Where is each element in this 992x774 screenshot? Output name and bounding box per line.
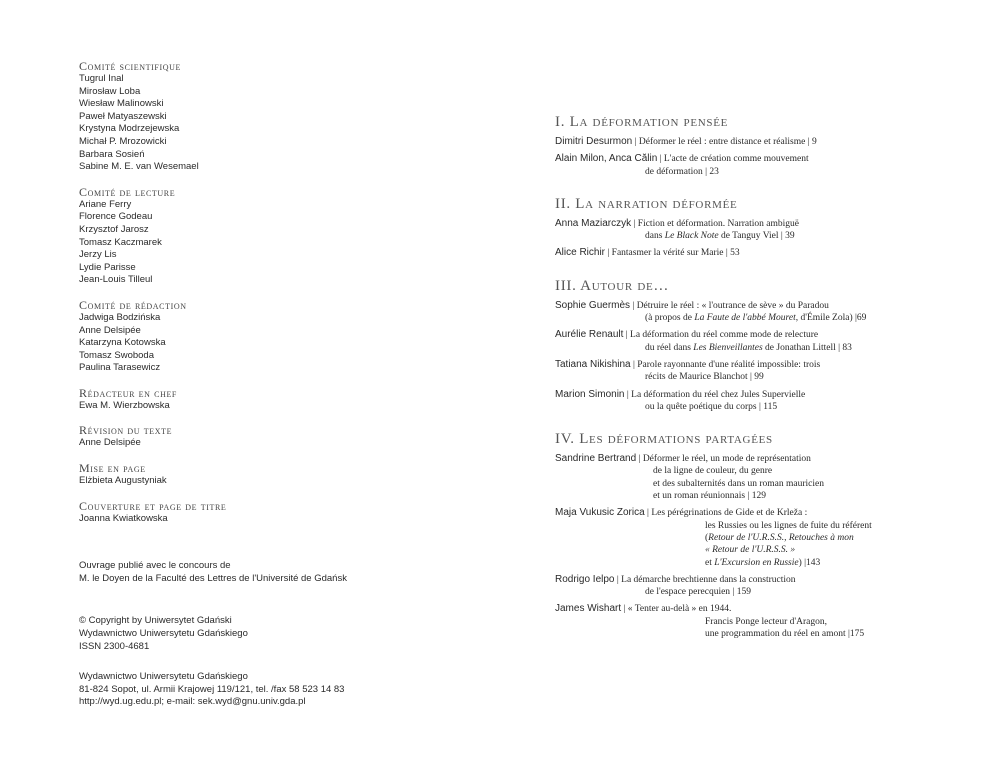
entry-title: | Déformer le réel : entre distance et réalisme | 9	[632, 137, 817, 147]
entry-first-line	[555, 218, 935, 230]
entry-continuation: et un roman réunionnais | 129	[653, 491, 766, 502]
entry-first-line	[555, 300, 935, 312]
editorial-committees	[79, 60, 469, 525]
entry-title: | Détruire le réel : « l'outrance de sève » du Paradou	[630, 300, 829, 311]
entry-author: Maja Vukusic Zorica	[555, 507, 645, 519]
member-name: Jean-Louis Tilleul	[79, 274, 153, 286]
part-title: IV. Les déformations partagées	[555, 431, 773, 448]
toc-entry	[555, 453, 935, 502]
committee-title: Comité de rédaction	[79, 297, 187, 312]
committee-members	[79, 475, 469, 488]
copyright-line: © Copyright by Uniwersytet Gdański	[79, 615, 232, 627]
entry-first-line	[555, 389, 935, 401]
entry-continuation: (à propos de La Faute de l'abbé Mouret, d'Émile Zola) |69	[645, 313, 867, 324]
toc-entry	[555, 300, 935, 325]
entry-title: | Parole rayonnante d'une réalité impossible: trois	[630, 359, 821, 370]
entry-continuation: récits de Maurice Blanchot | 99	[645, 372, 764, 383]
entry-title: | Déformer le réel, un mode de représentation	[636, 454, 811, 465]
entry-first-line	[555, 153, 935, 165]
entry-title: | Fiction et déformation. Narration ambiguë	[631, 218, 799, 229]
publisher-address	[79, 671, 469, 709]
colophon	[79, 60, 469, 709]
entry-author: Tatiana Nikishina	[555, 358, 631, 370]
entry-continuation: les Russies ou les lignes de fuite du référent	[705, 520, 872, 531]
part-spacer	[555, 413, 935, 431]
committee-members	[79, 400, 469, 413]
toc-entry	[555, 153, 935, 178]
committee-title: Comité scientifique	[79, 59, 181, 73]
entry-first-line	[555, 507, 935, 519]
publication-note	[79, 560, 469, 585]
entry-title: | « Tenter au-delà » en 1944.	[621, 604, 732, 615]
member-name: Tomasz Kaczmarek	[79, 236, 162, 248]
entry-author: Aurélie Renault	[555, 329, 624, 341]
committee-members	[79, 199, 469, 287]
toc-entry	[555, 507, 935, 568]
entry-continuation: et L'Excursion en Russie) |143	[705, 557, 821, 568]
entry-first-line	[555, 247, 935, 259]
entry-first-line	[555, 329, 935, 341]
toc-entry	[555, 247, 935, 259]
entry-title: | La déformation du réel chez Jules Supervielle	[624, 389, 806, 400]
part-spacer	[555, 260, 935, 278]
address-line: Wydawnictwo Uniwersytetu Gdańskiego	[79, 671, 248, 683]
entry-first-line	[555, 359, 935, 371]
entry-continuation: et des subalternités dans un roman mauricien	[653, 478, 824, 489]
toc-entry	[555, 218, 935, 243]
member-name: Paweł Matyaszewski	[79, 110, 167, 122]
entry-title: | Fantasmer la vérité sur Marie | 53	[605, 248, 740, 259]
address-line: http://wyd.ug.edu.pl; e-mail: sek.wyd@gnu.univ.gda.pl	[79, 696, 306, 708]
entry-first-line	[555, 136, 935, 148]
entry-first-line	[555, 574, 935, 586]
entry-author: Rodrigo Ielpo	[555, 573, 615, 585]
member-name: Michał P. Mrozowicki	[79, 135, 167, 147]
member-name: Elżbieta Augustyniak	[79, 475, 167, 487]
entry-first-line	[555, 453, 935, 465]
toc-entry	[555, 329, 935, 354]
committee-title: Révision du texte	[79, 423, 173, 438]
toc-entry	[555, 359, 935, 384]
member-name: Wiesław Malinowski	[79, 98, 164, 110]
member-name: Lydie Parisse	[79, 261, 136, 273]
entry-continuation: du réel dans Les Bienveillantes de Jonathan Littell | 83	[645, 342, 852, 353]
member-name: Ewa M. Wierzbowska	[79, 399, 170, 411]
entry-continuation: (Retour de l'U.R.S.S., Retouches à mon	[705, 532, 854, 543]
table-of-contents	[555, 114, 935, 640]
toc-entry	[555, 389, 935, 414]
committee-members	[79, 437, 469, 450]
part-title: II. La narration déformée	[555, 195, 738, 212]
entry-author: Marion Simonin	[555, 388, 625, 400]
member-name: Florence Godeau	[79, 211, 153, 223]
member-name: Katarzyna Kotowska	[79, 337, 166, 349]
part-title: III. Autour de…	[555, 277, 670, 294]
entry-continuation: de la ligne de couleur, du genre	[653, 466, 773, 477]
committee-members	[79, 312, 469, 375]
publication-line: Ouvrage publié avec le concours de	[79, 560, 231, 572]
address-line: 81-824 Sopot, ul. Armii Krajowej 119/121, tel. /fax 58 523 14 83	[79, 683, 345, 695]
entry-first-line	[555, 603, 935, 615]
member-name: Paulina Tarasewicz	[79, 362, 161, 374]
entry-continuation: de l'espace perecquien | 159	[645, 587, 751, 598]
copyright-note	[79, 615, 469, 653]
committee-title: Mise en page	[79, 461, 146, 476]
member-name: Sabine M. E. van Wesemael	[79, 161, 199, 173]
committee-title: Comité de lecture	[79, 184, 176, 199]
part-spacer	[555, 178, 935, 196]
member-name: Joanna Kwiatkowska	[79, 512, 168, 524]
entry-continuation: une programmation du réel en amont |175	[705, 629, 865, 640]
committee-members	[79, 73, 469, 174]
issn-line: ISSN 2300-4681	[79, 640, 150, 652]
entry-title: | La démarche brechtienne dans la construction	[614, 574, 796, 585]
member-name: Krystyna Modrzejewska	[79, 123, 180, 135]
member-name: Jerzy Lis	[79, 249, 117, 261]
entry-continuation: ou la quête poétique du corps | 115	[645, 401, 778, 412]
entry-author: Alice Richir	[555, 247, 606, 259]
entry-title: | Les pérégrinations de Gide et de Krleža :	[644, 508, 808, 519]
entry-author: Sophie Guermès	[555, 299, 631, 311]
committee-title: Rédacteur en chef	[79, 385, 177, 400]
committee-title: Couverture et page de titre	[79, 498, 227, 513]
entry-continuation: Francis Ponge lecteur d'Aragon,	[705, 616, 828, 627]
member-name: Tomasz Swoboda	[79, 349, 154, 361]
entry-author: Anna Maziarczyk	[555, 217, 632, 229]
entry-author: Sandrine Bertrand	[555, 453, 637, 465]
entry-continuation: « Retour de l'U.R.S.S. »	[705, 545, 796, 556]
entry-title: | L'acte de création comme mouvement	[657, 154, 809, 165]
part-title: I. La déformation pensée	[555, 114, 729, 130]
member-name: Mirosław Loba	[79, 85, 141, 97]
member-name: Anne Delsipée	[79, 437, 141, 449]
entry-author: Alain Milon, Anca Călin	[555, 153, 658, 165]
member-name: Tugrul Inal	[79, 73, 124, 84]
toc-entry	[555, 136, 935, 148]
entry-continuation: dans Le Black Note de Tanguy Viel | 39	[645, 231, 795, 242]
committee-members	[79, 513, 469, 526]
member-name: Ariane Ferry	[79, 198, 132, 210]
member-name: Barbara Sosień	[79, 148, 145, 160]
member-name: Krzysztof Jarosz	[79, 223, 149, 235]
entry-author: Dimitri Desurmon	[555, 136, 633, 147]
member-name: Jadwiga Bodzińska	[79, 311, 161, 323]
toc-entry	[555, 603, 935, 640]
publisher-line: Wydawnictwo Uniwersytetu Gdańskiego	[79, 628, 248, 640]
entry-continuation: de déformation | 23	[645, 166, 719, 177]
member-name: Anne Delsipée	[79, 324, 141, 336]
entry-author: James Wishart	[555, 603, 622, 615]
publication-line: M. le Doyen de la Faculté des Lettres de l'Université de Gdańsk	[79, 572, 347, 584]
toc-entry	[555, 574, 935, 599]
entry-title: | La déformation du réel comme mode de relecture	[623, 330, 819, 341]
